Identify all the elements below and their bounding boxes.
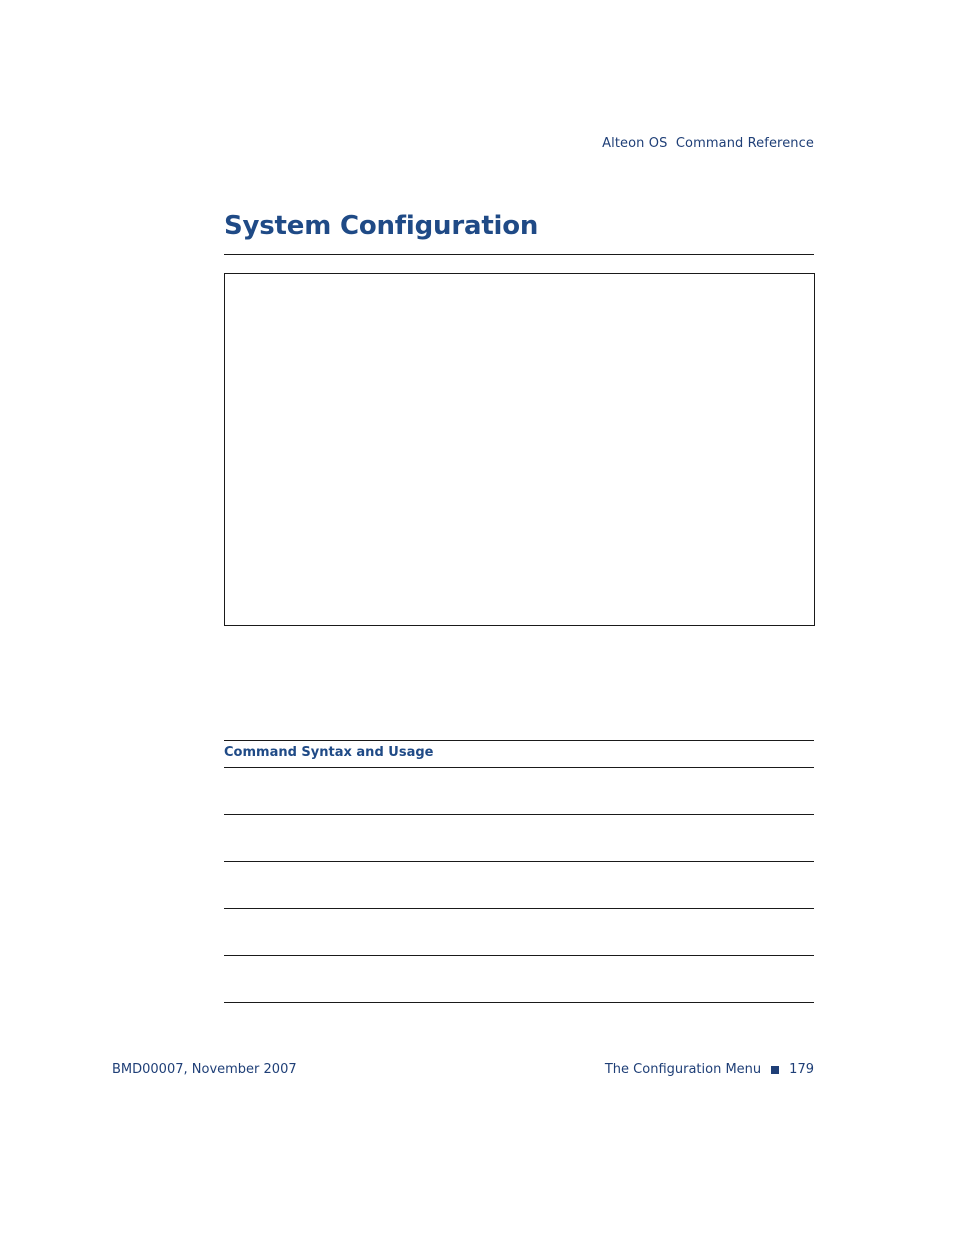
table-row <box>224 815 814 862</box>
footer-chapter: The Configuration Menu <box>604 1062 762 1077</box>
page-number: 179 <box>789 1062 814 1077</box>
title-divider <box>224 254 814 255</box>
footer-page-info <box>605 1062 814 1077</box>
command-table <box>224 740 814 1003</box>
footer-doc-id: BMD00007, November 2007 <box>112 1062 297 1077</box>
running-header: Alteon OS Command Reference <box>602 136 814 151</box>
table-row <box>224 956 814 1003</box>
table-row <box>224 862 814 909</box>
section-title: System Configuration <box>224 211 539 241</box>
square-bullet-icon <box>771 1066 779 1074</box>
table-row <box>224 768 814 815</box>
menu-display-box <box>224 273 815 626</box>
table-header: Command Syntax and Usage <box>224 740 814 768</box>
table-row <box>224 909 814 956</box>
